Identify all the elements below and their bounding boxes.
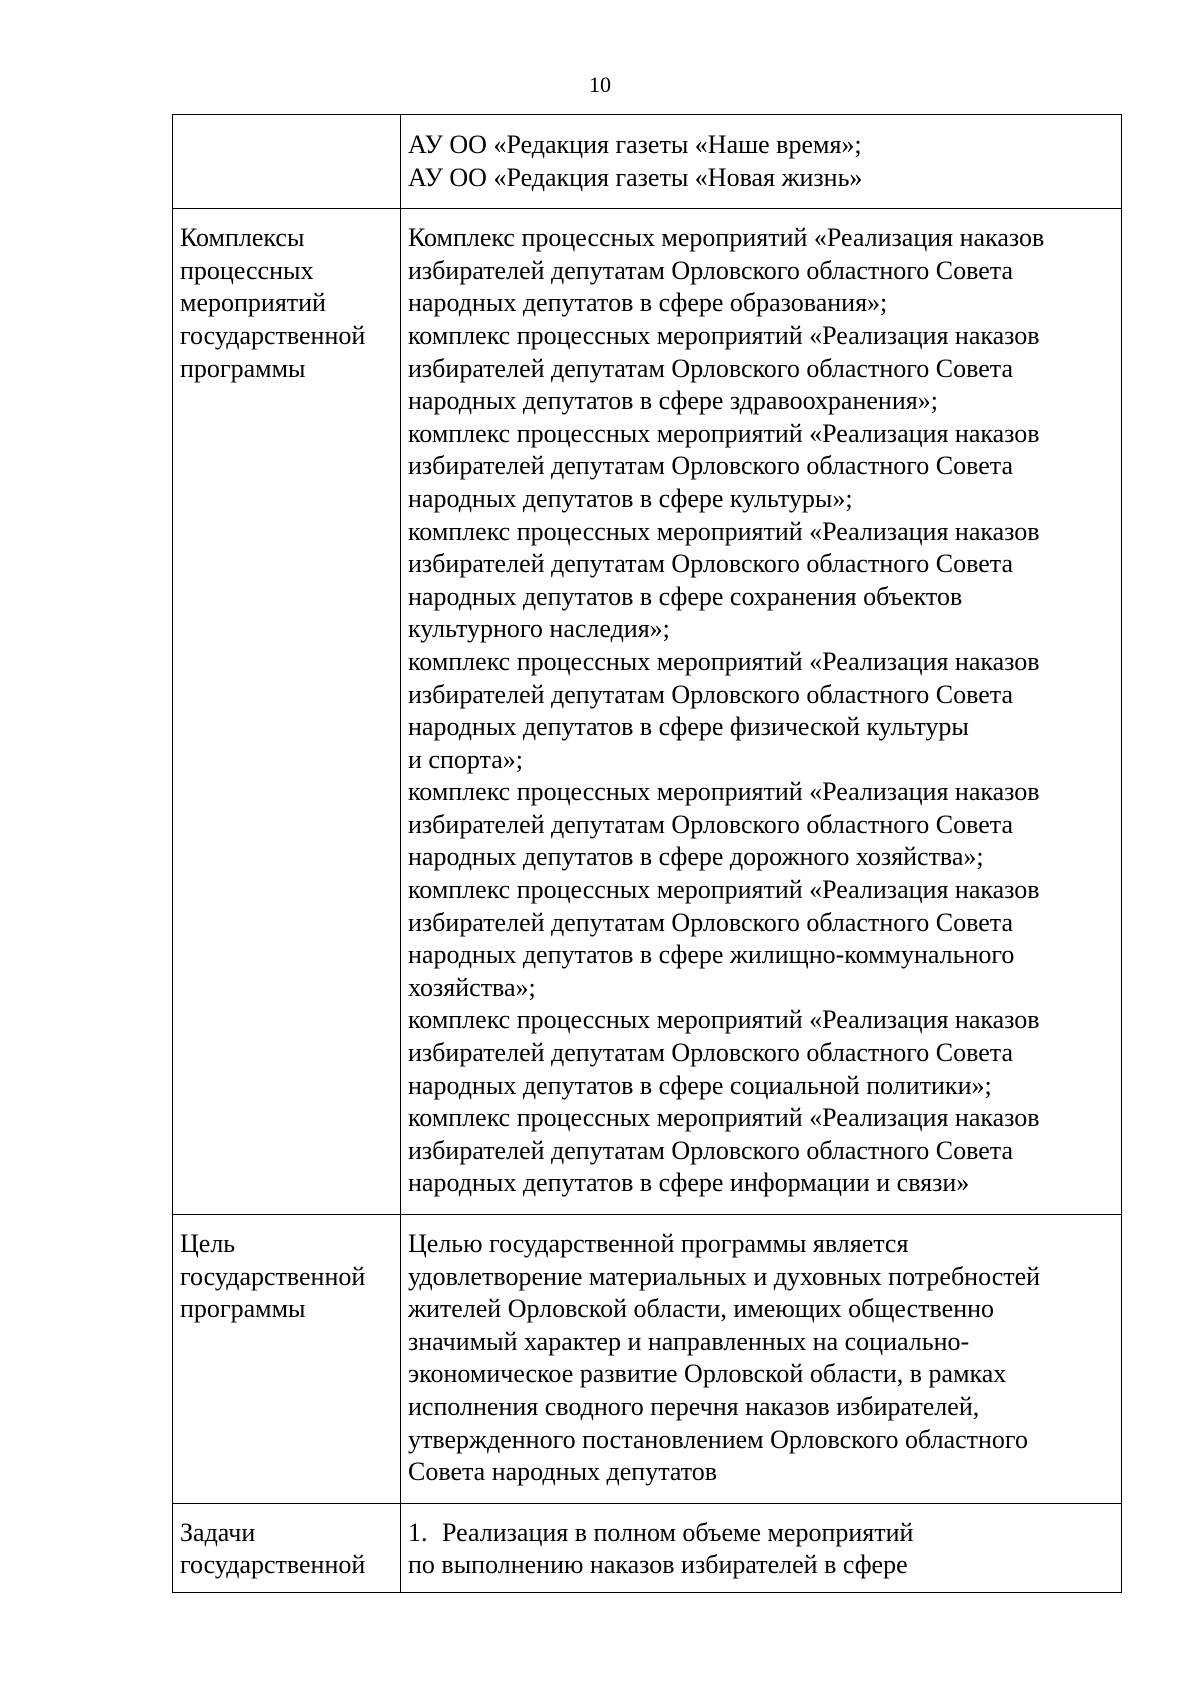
text-line: избирателей депутатам Орловского областного Совета	[408, 907, 1013, 937]
text-line: избирателей депутатам Орловского областного Совета	[408, 353, 1013, 383]
label-line: государственной	[180, 320, 366, 350]
text-line: народных депутатов в сфере жилищно-коммунального	[408, 940, 1015, 970]
text-line: АУ ОО «Редакция газеты «Наше время»;	[408, 130, 862, 159]
text-line: избирателей депутатам Орловского областного Совета	[408, 255, 1013, 285]
page-number: 10	[589, 72, 611, 97]
text-line: комплекс процессных мероприятий «Реализация наказов	[408, 320, 1040, 350]
text-line: народных депутатов в сфере дорожного хозяйства»;	[408, 842, 984, 872]
text-line: избирателей депутатам Орловского областного Совета	[408, 1135, 1013, 1165]
text-line: комплекс процессных мероприятий «Реализация наказов	[408, 777, 1040, 807]
program-passport-table	[172, 114, 1122, 1593]
text-line: значимый характер и направленных на социально-	[408, 1326, 970, 1356]
text-line: избирателей депутатам Орловского областного Совета	[408, 809, 1013, 839]
task-item-line	[408, 1517, 1113, 1550]
label-line: государственной	[180, 1550, 366, 1580]
text-line: Целью государственной программы является	[408, 1229, 909, 1258]
text-line: исполнения сводного перечня наказов избирателей,	[408, 1391, 980, 1421]
label-line: государственной	[180, 1261, 366, 1291]
text-line: комплекс процессных мероприятий «Реализация наказов	[408, 1005, 1040, 1035]
text-line: комплекс процессных мероприятий «Реализация наказов	[408, 646, 1040, 676]
text-line: и спорта»;	[408, 744, 523, 774]
text-line: народных депутатов в сфере здравоохранения»;	[408, 386, 938, 416]
row-content-program-tasks	[401, 1503, 1122, 1592]
row-label-program-goal	[173, 1215, 401, 1504]
row-label-empty	[173, 115, 401, 209]
text-line: культурного наследия»;	[408, 614, 670, 644]
label-line: программы	[180, 353, 306, 383]
text-line: народных депутатов в сфере социальной политики»;	[408, 1070, 992, 1100]
text-line: избирателей депутатам Орловского областного Совета	[408, 451, 1013, 481]
text-line: комплекс процессных мероприятий «Реализация наказов	[408, 516, 1040, 546]
row-content-program-goal	[401, 1215, 1122, 1504]
text-line: избирателей депутатам Орловского областного Совета	[408, 679, 1013, 709]
text-line: экономическое развитие Орловской области, в рамках	[408, 1359, 1007, 1389]
task-item-number: 1.	[408, 1517, 428, 1547]
text-line: народных депутатов в сфере информации и связи»	[408, 1168, 970, 1198]
text-line: Комплекс процессных мероприятий «Реализация наказов	[408, 223, 1045, 253]
text-line: комплекс процессных мероприятий «Реализация наказов	[408, 418, 1040, 448]
table-row-program-tasks	[173, 1503, 1122, 1592]
row-label-program-tasks	[173, 1503, 401, 1592]
table-row-program-goal	[173, 1215, 1122, 1504]
text-line: удовлетворение материальных и духовных потребностей	[408, 1261, 1041, 1291]
row-content-process-complexes	[401, 209, 1122, 1215]
text-line: народных депутатов в сфере образования»;	[408, 288, 888, 318]
row-content-executors	[401, 115, 1122, 209]
text-line: комплекс процессных мероприятий «Реализация наказов	[408, 1103, 1040, 1133]
text-line: по выполнению наказов избирателей в сфере	[408, 1550, 908, 1580]
text-line: народных депутатов в сфере культуры»;	[408, 483, 853, 513]
text-line: утвержденного постановлением Орловского областного	[408, 1424, 1028, 1454]
text-line: народных депутатов в сфере сохранения объектов	[408, 581, 963, 611]
label-line: программы	[180, 1294, 306, 1324]
label-line: Цель	[180, 1229, 236, 1258]
label-line: Задачи	[180, 1517, 256, 1547]
label-line: Комплексы	[180, 223, 305, 253]
label-line: мероприятий	[180, 288, 326, 318]
table-row-process-complexes	[173, 209, 1122, 1215]
table-row-executors-continuation	[173, 115, 1122, 209]
text-line: народных депутатов в сфере физической культуры	[408, 712, 969, 742]
text-line: избирателей депутатам Орловского областного Совета	[408, 549, 1013, 579]
task-item-text: Реализация в полном объеме мероприятий	[442, 1517, 914, 1547]
label-line: процессных	[180, 255, 314, 285]
text-line: Совета народных депутатов	[408, 1457, 718, 1487]
text-line: избирателей депутатам Орловского областного Совета	[408, 1038, 1013, 1068]
text-line: хозяйства»;	[408, 972, 536, 1002]
text-line: АУ ОО «Редакция газеты «Новая жизнь»	[408, 162, 863, 192]
row-label-process-complexes	[173, 209, 401, 1215]
text-line: жителей Орловской области, имеющих общественно	[408, 1294, 995, 1324]
text-line: комплекс процессных мероприятий «Реализация наказов	[408, 875, 1040, 905]
